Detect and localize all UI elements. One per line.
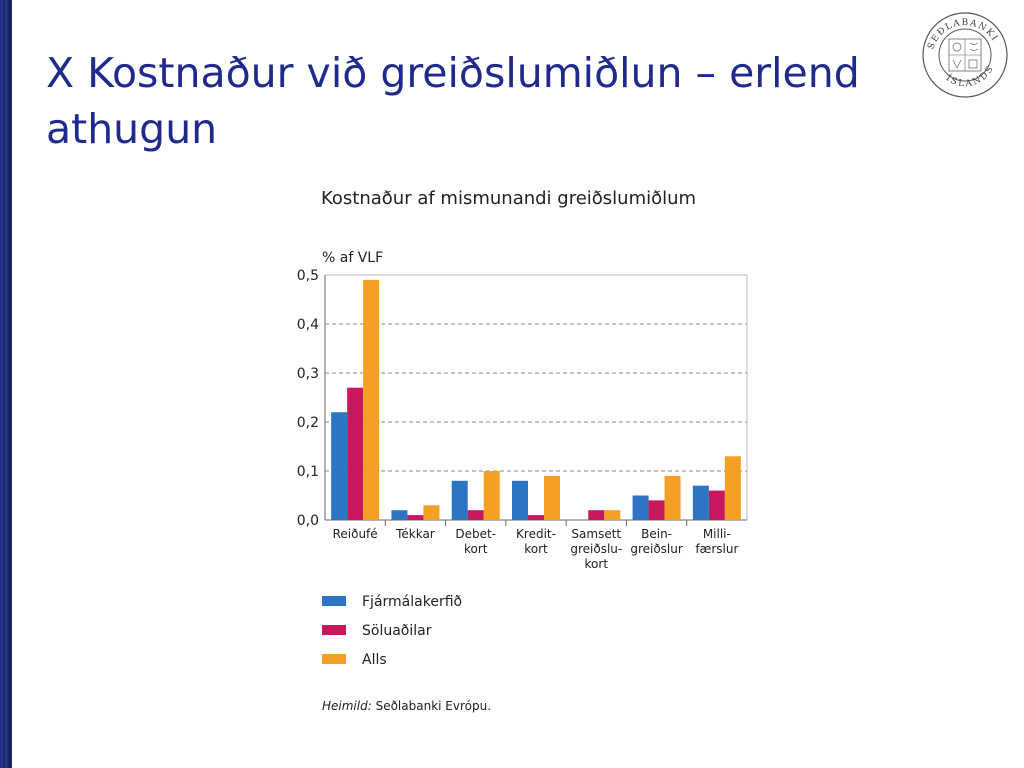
bar-söluaðilar [709, 491, 725, 520]
legend-swatch [322, 625, 346, 635]
x-tick-label: kort [524, 542, 548, 556]
x-tick-label: Kredit- [516, 527, 556, 541]
x-tick-label: Tékkar [396, 527, 435, 541]
bar-fjármálakerfið [331, 412, 347, 520]
bar-alls [725, 456, 741, 520]
bar-fjármálakerfið [693, 486, 709, 520]
bar-söluaðilar [649, 500, 665, 520]
source-label: Heimild: [322, 699, 372, 713]
x-tick-label: greiðslur [630, 542, 683, 556]
y-tick-label: 0,2 [296, 415, 319, 431]
y-tick-label: 0,3 [296, 366, 319, 382]
bar-alls [484, 471, 500, 520]
x-tick-label: kort [584, 557, 609, 571]
svg-text:ÍSLANDS: ÍSLANDS [943, 63, 997, 90]
x-tick-label: Bein- [641, 527, 673, 541]
svg-text:SEÐLABANKI: SEÐLABANKI [926, 17, 1000, 51]
bar-alls [604, 510, 620, 520]
chart-source [322, 699, 491, 713]
bar-söluaðilar [528, 515, 544, 520]
legend-swatch [322, 654, 346, 664]
bar-fjármálakerfið [452, 481, 468, 520]
legend-swatch [322, 596, 346, 606]
legend-label: Alls [362, 652, 387, 668]
source-text: Seðlabanki Evrópu. [375, 699, 492, 713]
x-tick-label: Milli- [702, 527, 731, 541]
bar-söluaðilar [347, 388, 363, 520]
bar-alls [665, 476, 681, 520]
bar-fjármálakerfið [391, 510, 407, 520]
slide-title: X Kostnaður við greiðslumiðlun – erlend athugun [46, 49, 860, 154]
x-tick-label: kort [463, 542, 488, 556]
y-tick-label: 0,4 [296, 317, 319, 333]
bar-alls [423, 505, 439, 520]
y-tick-label: 0,5 [296, 268, 319, 284]
bar-fjármálakerfið [512, 481, 528, 520]
bar-söluaðilar [588, 510, 604, 520]
legend-label: Fjármálakerfið [362, 594, 463, 610]
x-tick-label: Reiðufé [332, 527, 378, 541]
y-tick-label: 0,1 [296, 464, 319, 480]
x-tick-label: Samsett [571, 527, 622, 541]
legend-label: Söluaðilar [362, 623, 432, 639]
y-tick-label: 0,0 [296, 513, 319, 529]
x-tick-label: færslur [695, 542, 739, 556]
bar-alls [363, 280, 379, 520]
bar-alls [544, 476, 560, 520]
bar-söluaðilar [468, 510, 484, 520]
x-tick-label: greiðslu- [570, 542, 623, 556]
bar-söluaðilar [407, 515, 423, 520]
y-axis-label: % af VLF [322, 250, 384, 266]
x-tick-label: Debet- [455, 527, 497, 541]
chart-title: Kostnaður af mismunandi greiðslumiðlum [321, 188, 697, 209]
bar-fjármálakerfið [633, 496, 649, 521]
